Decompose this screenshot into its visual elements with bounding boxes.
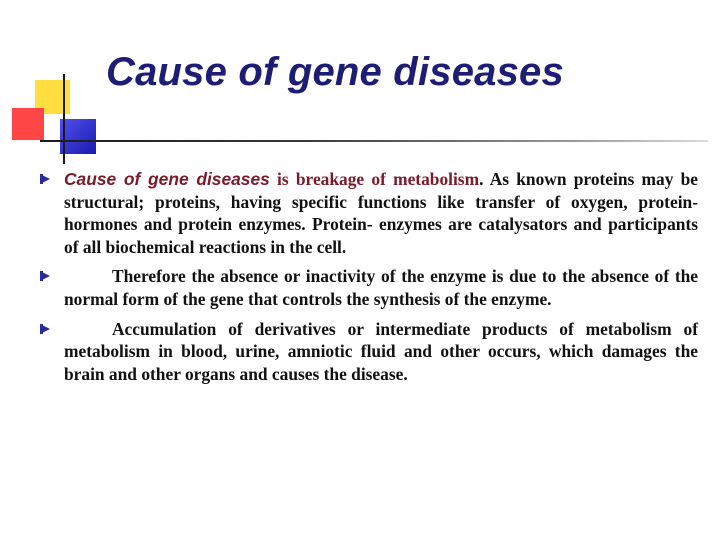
decorative-blue-square: [60, 119, 96, 154]
bullet-3-text: Accumulation of derivatives or intermediate products of metabolism of metabolism in blood, urine, amniotic fluid and other occurs, which damages the brain and other organs and causes the disease.: [64, 318, 698, 384]
bullet-marker-icon: [40, 324, 50, 334]
decorative-vertical-line: [63, 74, 65, 164]
bullet-1-highlight-italic: Cause of gene diseases: [64, 169, 270, 189]
bullet-list: [40, 168, 698, 392]
bullet-1-text: . As known proteins may be structural; proteins, having specific functions like transfer of oxygen, protein-hormones and protein enzymes. Protein- enzymes are catalysators and participants of all biochemical reactions in the cell.: [64, 169, 699, 257]
bullet-2-text: Therefore the absence or inactivity of the enzyme is due to the absence of the normal form of the gene that controls the synthesis of the enzyme.: [64, 266, 698, 309]
decorative-red-square: [12, 108, 44, 140]
bullet-item-2: [40, 265, 698, 310]
slide-title: Cause of gene diseases: [106, 50, 564, 94]
bullet-marker-icon: [40, 271, 50, 281]
bullet-marker-icon: [40, 174, 50, 184]
bullet-item-3: [40, 318, 698, 386]
bullet-1-highlight-bold: is breakage of metabolism: [269, 169, 480, 189]
title-underline: [40, 140, 708, 142]
bullet-item-1: [40, 168, 698, 258]
